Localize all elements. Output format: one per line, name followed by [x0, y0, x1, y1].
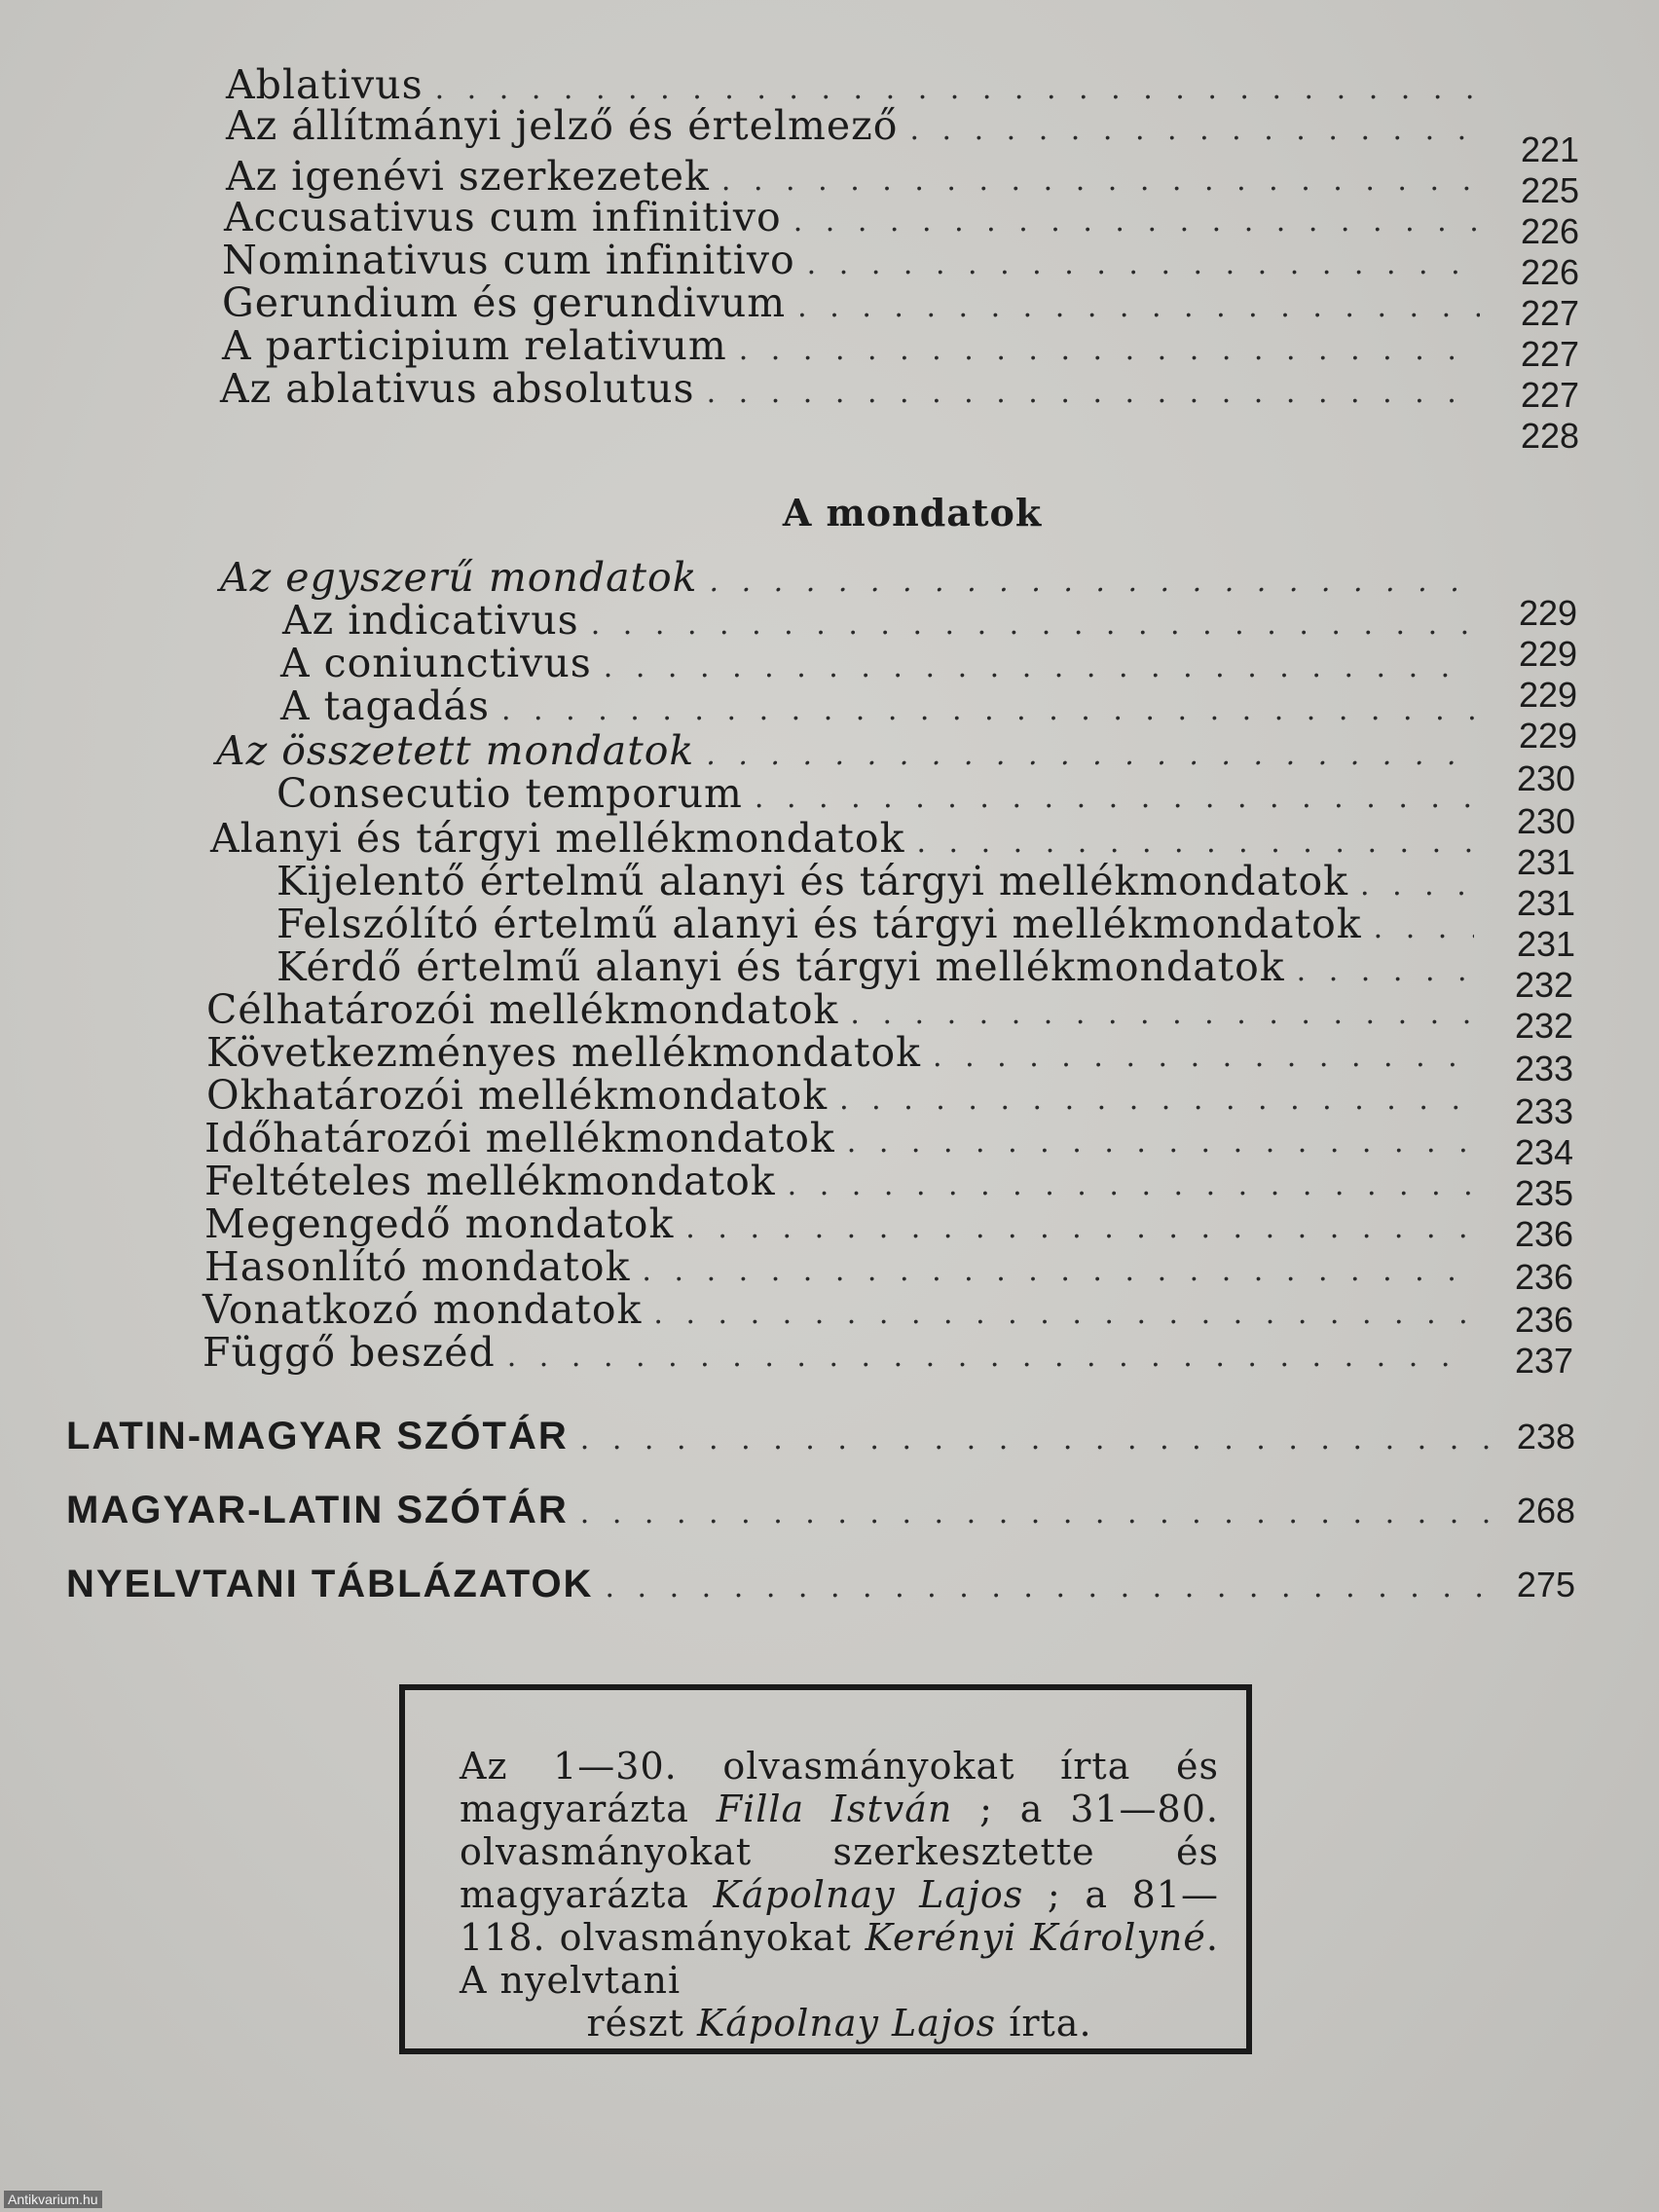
page-number: 233	[1515, 1049, 1574, 1088]
toc-entry	[203, 1330, 1486, 1380]
page-number: 236	[1515, 1214, 1574, 1254]
toc-entry-label: NYELVTANI TÁBLÁZATOK	[66, 1563, 594, 1605]
author-name: Kápolnay Lajos	[696, 2002, 997, 2045]
toc-entry-label: A coniunctivus	[280, 640, 592, 686]
toc-entry-label: Consecutio temporum	[276, 770, 743, 817]
toc-major-entry	[66, 1562, 1575, 1610]
toc-entry-label: MAGYAR-LATIN SZÓTÁR	[66, 1489, 569, 1531]
toc-entry-label: LATIN-MAGYAR SZÓTÁR	[66, 1415, 569, 1457]
page-number: 232	[1515, 965, 1574, 1005]
toc-entry-label: Okhatározói mellékmondatok	[206, 1072, 829, 1119]
toc-entry-label: Az egyszerű mondatok	[220, 554, 698, 601]
toc-entry-label: Függő beszéd	[203, 1329, 496, 1376]
page-number: 230	[1517, 801, 1576, 841]
dot-leader	[909, 108, 1480, 153]
authorship-note-box	[399, 1684, 1252, 2054]
page-number: 232	[1515, 1006, 1574, 1046]
watermark: Antikvarium.hu	[4, 2191, 102, 2208]
toc-major-entry	[66, 1488, 1575, 1536]
page-number: 235	[1515, 1173, 1574, 1213]
page-number: 231	[1517, 883, 1576, 923]
page-number: 236	[1515, 1257, 1574, 1297]
toc-entry	[226, 103, 1492, 153]
author-name: Kápolnay Lajos	[713, 1873, 1024, 1916]
page-number: 238	[1516, 1417, 1575, 1456]
page-number: 226	[1521, 252, 1580, 292]
toc-entry-label: Az állítmányi jelző és értelmező	[226, 102, 899, 149]
toc-entry-label: A tagadás	[280, 682, 490, 729]
toc-entry-label: Ablativus	[226, 61, 424, 108]
toc-entry-label: Vonatkozó mondatok	[203, 1286, 643, 1333]
toc-entry-label: Célhatározói mellékmondatok	[206, 986, 839, 1033]
page-number: 230	[1517, 758, 1576, 798]
page-number: 237	[1515, 1341, 1574, 1381]
page-number: 228	[1521, 416, 1580, 456]
toc-entry-label: Az igenévi szerkezetek	[226, 153, 710, 200]
page-number: 225	[1521, 170, 1580, 210]
toc-entry-label: Feltételes mellékmondatok	[204, 1158, 776, 1204]
toc-entry-label: Alanyi és tárgyi mellékmondatok	[210, 815, 905, 862]
dot-leader	[580, 1492, 1505, 1536]
toc-entry-label: Nominativus cum infinitivo	[222, 237, 795, 283]
page-number: 226	[1521, 211, 1580, 251]
page-number: 275	[1516, 1565, 1575, 1604]
dot-leader	[605, 1566, 1504, 1610]
page-number: 229	[1519, 593, 1578, 633]
toc-entry-label: Felszólító értelmű alanyi és tárgyi mellékmondatok	[276, 901, 1362, 947]
toc-major-entry	[66, 1414, 1575, 1462]
page-number: 231	[1517, 842, 1576, 882]
toc-entry-label: Gerundium és gerundivum	[222, 279, 787, 326]
page-number: 229	[1519, 675, 1578, 715]
section-heading: A mondatok	[782, 491, 1043, 535]
page-number: 227	[1521, 334, 1580, 374]
toc-entry-label: Az ablativus absolutus	[220, 365, 695, 412]
toc-entry-label: Kijelentő értelmű alanyi és tárgyi mellékmondatok	[276, 858, 1348, 904]
toc-entry-label: Az összetett mondatok	[216, 727, 695, 774]
dot-leader	[707, 371, 1480, 416]
page-number: 236	[1515, 1300, 1574, 1340]
toc-entry	[220, 366, 1492, 416]
toc-entry-label: Az indicativus	[282, 597, 579, 644]
toc-entry-label: A participium relativum	[222, 322, 727, 369]
page-number: 229	[1519, 634, 1578, 674]
authorship-note: Az 1—30. olvasmányokat írta és magyarázta Filla István ; a 31—80. olvasmányokat szerkesztette és magyarázta Kápolnay Lajos ; a 81—118. olvasmányokat Kerényi Károlyné. A nyelvtani részt Kápolnay Lajos írta.	[460, 1745, 1219, 2045]
toc-entry-label: Accusativus cum infinitivo	[224, 194, 782, 240]
toc-entry-label: Időhatározói mellékmondatok	[204, 1115, 835, 1161]
page-number: 231	[1517, 924, 1576, 964]
toc-entry-label: Megengedő mondatok	[204, 1200, 675, 1247]
author-name: Filla István	[716, 1788, 953, 1830]
page-number: 227	[1521, 293, 1580, 333]
toc-entry-label: Következményes mellékmondatok	[206, 1029, 922, 1076]
toc-entry-label: Kérdő értelmű alanyi és tárgyi mellékmondatok	[276, 943, 1285, 990]
page-number: 234	[1515, 1132, 1574, 1172]
toc-entry	[280, 683, 1486, 733]
author-name: Kerényi Károlyné	[865, 1916, 1206, 1959]
page-number: 227	[1521, 375, 1580, 415]
dot-leader	[580, 1418, 1505, 1462]
page-number: 268	[1516, 1491, 1575, 1530]
toc-entry	[276, 771, 1486, 821]
page-number: 221	[1521, 129, 1580, 169]
dot-leader	[507, 1335, 1474, 1380]
page-number: 229	[1519, 716, 1578, 756]
toc-entry-label: Hasonlító mondatok	[204, 1243, 631, 1290]
page-number: 233	[1515, 1091, 1574, 1131]
